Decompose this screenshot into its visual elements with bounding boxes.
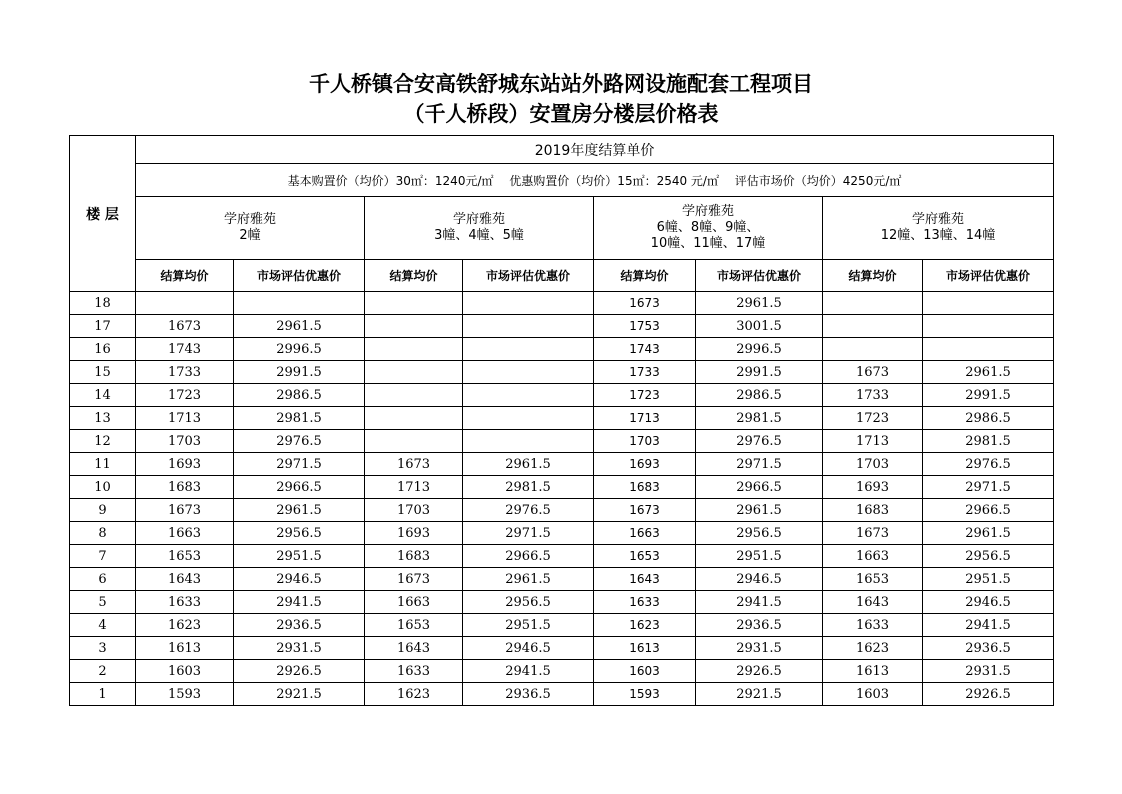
floor-number-cell: 1 <box>70 683 136 706</box>
settlement-price-cell: 1633 <box>594 591 696 614</box>
market-discount-price-cell: 3001.5 <box>696 315 823 338</box>
market-discount-price-cell: 2936.5 <box>696 614 823 637</box>
settlement-price-cell: 1623 <box>594 614 696 637</box>
table-row <box>70 637 1054 660</box>
market-discount-price-cell: 2931.5 <box>696 637 823 660</box>
market-discount-price-cell: 2936.5 <box>463 683 594 706</box>
group-header <box>136 197 365 260</box>
group-name: 学府雅苑 <box>912 212 965 227</box>
settlement-price-cell <box>365 384 463 407</box>
group-buildings: 6幢、8幢、9幢、 <box>656 220 760 235</box>
settlement-price-cell: 1753 <box>594 315 696 338</box>
market-discount-price-cell: 2926.5 <box>696 660 823 683</box>
table-row <box>70 660 1054 683</box>
floor-number-cell: 2 <box>70 660 136 683</box>
market-discount-price-cell: 2961.5 <box>696 292 823 315</box>
market-discount-price-cell <box>463 292 594 315</box>
settlement-price-cell: 1713 <box>136 407 234 430</box>
settlement-price-cell <box>365 430 463 453</box>
group-name: 学府雅苑 <box>452 212 505 227</box>
table-row <box>70 361 1054 384</box>
table-row <box>70 476 1054 499</box>
market-discount-price-cell: 2941.5 <box>923 614 1054 637</box>
settlement-price-cell: 1613 <box>594 637 696 660</box>
table-row <box>70 338 1054 361</box>
document-subtitle: （千人桥段）安置房分楼层价格表 <box>403 102 719 126</box>
price-table-body <box>70 292 1054 706</box>
floor-number-cell: 18 <box>70 292 136 315</box>
settlement-price-cell: 1643 <box>136 568 234 591</box>
settlement-price-cell: 1733 <box>136 361 234 384</box>
sub-header: 市场评估优惠价 <box>234 260 365 292</box>
market-discount-price-cell: 2936.5 <box>923 637 1054 660</box>
group-buildings: 2幢 <box>239 228 261 243</box>
settlement-price-cell: 1703 <box>823 453 923 476</box>
settlement-price-cell: 1673 <box>823 522 923 545</box>
market-discount-price-cell: 2951.5 <box>463 614 594 637</box>
settlement-price-cell: 1653 <box>136 545 234 568</box>
settlement-price-cell: 1683 <box>136 476 234 499</box>
sub-header: 市场评估优惠价 <box>463 260 594 292</box>
market-discount-price-cell: 2971.5 <box>923 476 1054 499</box>
settlement-price-cell: 1633 <box>365 660 463 683</box>
market-discount-price-cell <box>463 361 594 384</box>
market-discount-price-cell <box>923 338 1054 361</box>
sub-header: 结算均价 <box>136 260 234 292</box>
settlement-price-cell: 1713 <box>594 407 696 430</box>
floor-number-cell: 10 <box>70 476 136 499</box>
settlement-price-cell: 1623 <box>365 683 463 706</box>
settlement-price-cell: 1703 <box>136 430 234 453</box>
market-discount-price-cell: 2926.5 <box>234 660 365 683</box>
market-discount-price-cell: 2976.5 <box>923 453 1054 476</box>
settlement-price-cell: 1673 <box>594 292 696 315</box>
market-discount-price-cell <box>463 315 594 338</box>
market-discount-price-cell: 2961.5 <box>234 315 365 338</box>
market-discount-price-cell: 2966.5 <box>463 545 594 568</box>
market-discount-price-cell: 2981.5 <box>463 476 594 499</box>
settlement-price-cell <box>365 361 463 384</box>
settlement-price-cell: 1743 <box>136 338 234 361</box>
settlement-price-cell: 1743 <box>594 338 696 361</box>
market-discount-price-cell: 2991.5 <box>234 361 365 384</box>
table-row <box>70 315 1054 338</box>
settlement-price-cell: 1683 <box>823 499 923 522</box>
table-row <box>70 522 1054 545</box>
floor-number-cell: 8 <box>70 522 136 545</box>
market-discount-price-cell: 2966.5 <box>923 499 1054 522</box>
settlement-price-cell: 1663 <box>136 522 234 545</box>
group-header <box>365 197 594 260</box>
settlement-price-cell <box>365 407 463 430</box>
settlement-price-cell: 1693 <box>823 476 923 499</box>
settlement-price-cell <box>365 338 463 361</box>
settlement-price-cell: 1683 <box>594 476 696 499</box>
settlement-price-cell: 1613 <box>136 637 234 660</box>
group-buildings-cont: 10幢、11幢、17幢 <box>650 236 766 251</box>
settlement-price-cell: 1723 <box>594 384 696 407</box>
market-discount-price-cell: 2956.5 <box>923 545 1054 568</box>
settlement-price-cell <box>365 315 463 338</box>
market-discount-price-cell <box>463 407 594 430</box>
floor-number-cell: 13 <box>70 407 136 430</box>
group-buildings: 12幢、13幢、14幢 <box>880 228 996 243</box>
settlement-price-cell: 1693 <box>594 453 696 476</box>
table-row <box>70 407 1054 430</box>
settlement-price-cell <box>365 292 463 315</box>
floor-column-header: 楼 层 <box>70 136 136 292</box>
settlement-price-cell: 1673 <box>594 499 696 522</box>
settlement-price-cell: 1653 <box>365 614 463 637</box>
market-discount-price-cell: 2986.5 <box>234 384 365 407</box>
settlement-price-cell: 1663 <box>594 522 696 545</box>
settlement-price-cell: 1663 <box>823 545 923 568</box>
market-discount-price-cell: 2921.5 <box>696 683 823 706</box>
settlement-price-cell: 1623 <box>136 614 234 637</box>
settlement-price-cell: 1693 <box>136 453 234 476</box>
market-discount-price-cell: 2951.5 <box>923 568 1054 591</box>
market-discount-price-cell: 2971.5 <box>234 453 365 476</box>
group-header <box>823 197 1054 260</box>
table-row <box>70 499 1054 522</box>
settlement-price-cell: 1683 <box>365 545 463 568</box>
market-discount-price-cell: 2961.5 <box>923 361 1054 384</box>
market-discount-price-cell: 2921.5 <box>234 683 365 706</box>
group-name: 学府雅苑 <box>681 204 734 219</box>
market-discount-price-cell: 2961.5 <box>234 499 365 522</box>
sub-header: 市场评估优惠价 <box>923 260 1054 292</box>
settlement-price-cell: 1603 <box>594 660 696 683</box>
group-buildings: 3幢、4幢、5幢 <box>434 228 524 243</box>
floor-number-cell: 5 <box>70 591 136 614</box>
market-discount-price-cell: 2976.5 <box>234 430 365 453</box>
market-discount-price-cell: 2931.5 <box>234 637 365 660</box>
settlement-price-cell: 1673 <box>136 499 234 522</box>
market-discount-price-cell: 2926.5 <box>923 683 1054 706</box>
market-discount-price-cell: 2976.5 <box>463 499 594 522</box>
sub-header: 结算均价 <box>365 260 463 292</box>
table-row <box>70 591 1054 614</box>
market-discount-price-cell: 2971.5 <box>696 453 823 476</box>
settlement-price-cell: 1723 <box>823 407 923 430</box>
market-discount-price-cell: 2961.5 <box>463 453 594 476</box>
table-row <box>70 384 1054 407</box>
market-discount-price-cell: 2991.5 <box>696 361 823 384</box>
market-discount-price-cell: 2981.5 <box>234 407 365 430</box>
market-discount-price-cell: 2946.5 <box>923 591 1054 614</box>
settlement-price-cell: 1653 <box>594 545 696 568</box>
settlement-price-cell: 1643 <box>365 637 463 660</box>
settlement-price-cell: 1643 <box>823 591 923 614</box>
base-price-line: 基本购置价（均价）30㎡：1240元/㎡ 优惠购置价（均价）15㎡：2540 元/㎡ 评估市场价（均价）4250元/㎡ <box>136 164 1054 197</box>
floor-number-cell: 12 <box>70 430 136 453</box>
market-discount-price-cell: 2946.5 <box>234 568 365 591</box>
table-row <box>70 292 1054 315</box>
floor-number-cell: 6 <box>70 568 136 591</box>
settlement-price-cell <box>136 292 234 315</box>
settlement-price-cell: 1733 <box>594 361 696 384</box>
floor-number-cell: 9 <box>70 499 136 522</box>
document-title: 千人桥镇合安高铁舒城东站站外路网设施配套工程项目 <box>309 72 813 96</box>
floor-number-cell: 17 <box>70 315 136 338</box>
settlement-price-cell: 1713 <box>823 430 923 453</box>
sub-header: 市场评估优惠价 <box>696 260 823 292</box>
market-discount-price-cell: 2966.5 <box>234 476 365 499</box>
settlement-price-cell: 1593 <box>594 683 696 706</box>
market-discount-price-cell: 2956.5 <box>234 522 365 545</box>
floor-number-cell: 15 <box>70 361 136 384</box>
table-row <box>70 430 1054 453</box>
settlement-price-cell <box>823 292 923 315</box>
market-discount-price-cell: 2961.5 <box>923 522 1054 545</box>
market-discount-price-cell: 2961.5 <box>463 568 594 591</box>
market-discount-price-cell: 2941.5 <box>696 591 823 614</box>
market-discount-price-cell <box>463 384 594 407</box>
market-discount-price-cell: 2931.5 <box>923 660 1054 683</box>
market-discount-price-cell: 2961.5 <box>696 499 823 522</box>
market-discount-price-cell: 2941.5 <box>463 660 594 683</box>
settlement-price-cell: 1633 <box>823 614 923 637</box>
market-discount-price-cell <box>923 315 1054 338</box>
floor-number-cell: 3 <box>70 637 136 660</box>
settlement-price-cell: 1713 <box>365 476 463 499</box>
table-row <box>70 568 1054 591</box>
table-row <box>70 545 1054 568</box>
settlement-price-cell: 1703 <box>365 499 463 522</box>
market-discount-price-cell <box>234 292 365 315</box>
group-header <box>594 197 823 260</box>
settlement-price-cell: 1703 <box>594 430 696 453</box>
table-row <box>70 453 1054 476</box>
market-discount-price-cell <box>463 338 594 361</box>
market-discount-price-cell: 2986.5 <box>696 384 823 407</box>
market-discount-price-cell: 2951.5 <box>234 545 365 568</box>
settlement-price-cell: 1673 <box>823 361 923 384</box>
market-discount-price-cell <box>923 292 1054 315</box>
market-discount-price-cell: 2971.5 <box>463 522 594 545</box>
group-name: 学府雅苑 <box>223 212 276 227</box>
market-discount-price-cell: 2976.5 <box>696 430 823 453</box>
sub-header: 结算均价 <box>594 260 696 292</box>
settlement-price-cell: 1623 <box>823 637 923 660</box>
market-discount-price-cell <box>463 430 594 453</box>
year-band-header: 2019年度结算单价 <box>136 136 1054 164</box>
settlement-price-cell: 1693 <box>365 522 463 545</box>
settlement-price-cell <box>823 315 923 338</box>
settlement-price-cell: 1633 <box>136 591 234 614</box>
market-discount-price-cell: 2946.5 <box>463 637 594 660</box>
settlement-price-cell: 1653 <box>823 568 923 591</box>
market-discount-price-cell: 2951.5 <box>696 545 823 568</box>
market-discount-price-cell: 2981.5 <box>923 430 1054 453</box>
floor-number-cell: 4 <box>70 614 136 637</box>
market-discount-price-cell: 2966.5 <box>696 476 823 499</box>
settlement-price-cell: 1673 <box>365 453 463 476</box>
market-discount-price-cell: 2986.5 <box>923 407 1054 430</box>
market-discount-price-cell: 2996.5 <box>234 338 365 361</box>
settlement-price-cell: 1603 <box>823 683 923 706</box>
floor-number-cell: 14 <box>70 384 136 407</box>
price-table <box>69 135 1054 706</box>
market-discount-price-cell: 2991.5 <box>923 384 1054 407</box>
market-discount-price-cell: 2946.5 <box>696 568 823 591</box>
settlement-price-cell: 1603 <box>136 660 234 683</box>
market-discount-price-cell: 2941.5 <box>234 591 365 614</box>
sub-header: 结算均价 <box>823 260 923 292</box>
settlement-price-cell: 1673 <box>365 568 463 591</box>
market-discount-price-cell: 2936.5 <box>234 614 365 637</box>
market-discount-price-cell: 2956.5 <box>696 522 823 545</box>
settlement-price-cell: 1613 <box>823 660 923 683</box>
market-discount-price-cell: 2996.5 <box>696 338 823 361</box>
table-row <box>70 614 1054 637</box>
settlement-price-cell: 1723 <box>136 384 234 407</box>
settlement-price-cell: 1733 <box>823 384 923 407</box>
floor-number-cell: 11 <box>70 453 136 476</box>
settlement-price-cell: 1663 <box>365 591 463 614</box>
market-discount-price-cell: 2981.5 <box>696 407 823 430</box>
floor-number-cell: 7 <box>70 545 136 568</box>
settlement-price-cell: 1673 <box>136 315 234 338</box>
settlement-price-cell: 1593 <box>136 683 234 706</box>
floor-number-cell: 16 <box>70 338 136 361</box>
settlement-price-cell: 1643 <box>594 568 696 591</box>
market-discount-price-cell: 2956.5 <box>463 591 594 614</box>
table-row <box>70 683 1054 706</box>
settlement-price-cell <box>823 338 923 361</box>
